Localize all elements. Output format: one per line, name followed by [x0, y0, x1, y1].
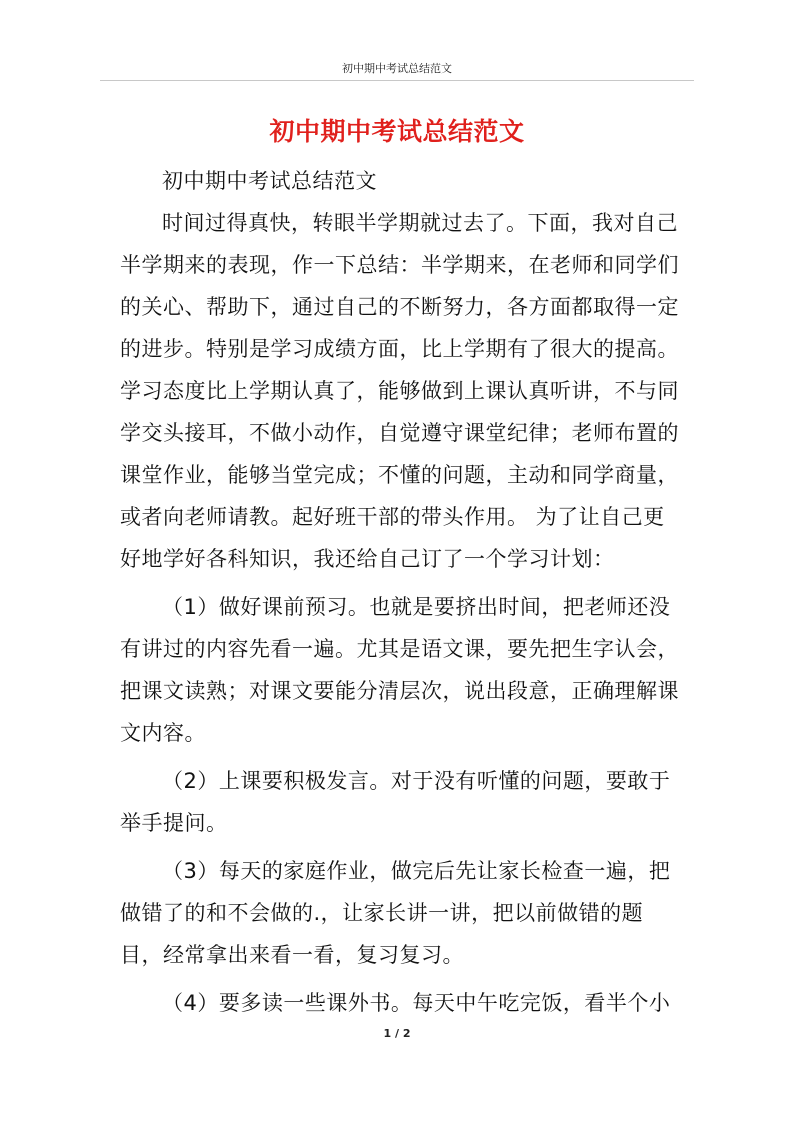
body-paragraph-plan-4: （4）要多读一些课外书。每天中午吃完饭，看半个小: [162, 991, 671, 1015]
header-divider: [100, 80, 694, 81]
body-paragraph-plan-3: （3）每天的家庭作业，做完后先让家长检查一遍，把做错了的和不会做的.，让家长讲一讲，把以前做错的题目，经常拿出来看一看，复习复习。: [120, 859, 671, 967]
document-title: 初中期中考试总结范文: [269, 117, 525, 146]
body-paragraph-intro: 时间过得真快，转眼半学期就过去了。下面，我对自己半学期来的表现，作一下总结：半学期来，在老师和同学们的关心、帮助下，通过自己的不断努力，各方面都取得一定的进步。特别是学习成绩方面，比上学期有了很大的提高。学习态度比上学期认真了，能够做到上课认真听讲，不与同学交头接耳，不做小动作，自觉遵守课堂纪律；老师布置的课堂作业，能够当堂完成；不懂的问题，主动和同学商量，或者向老师请教。起好班干部的带头作用。 为了让自己更好地学好各科知识，我还给自己订了一个学习计划：: [120, 211, 679, 571]
document-body: [120, 160, 680, 1024]
page-number: 1 / 2: [383, 1027, 411, 1040]
body-paragraph-plan-2: （2）上课要积极发言。对于没有听懂的问题，要敢于举手提问。: [120, 769, 671, 835]
running-header: 初中期中考试总结范文: [342, 62, 452, 75]
document-subtitle: 初中期中考试总结范文: [162, 169, 377, 193]
body-paragraph-plan-1: （1）做好课前预习。也就是要挤出时间，把老师还没有讲过的内容先看一遍。尤其是语文课，要先把生字认会，把课文读熟；对课文要能分清层次，说出段意，正确理解课文内容。: [120, 595, 679, 745]
